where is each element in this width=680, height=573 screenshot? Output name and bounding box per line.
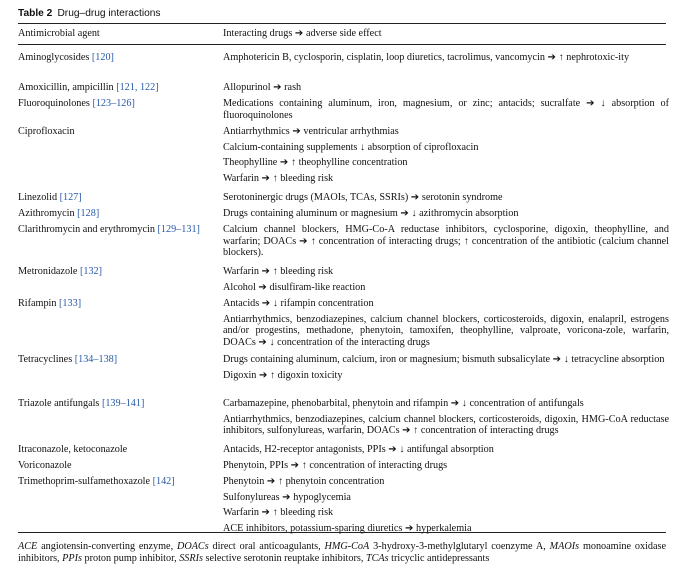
- agent-cell: [18, 82, 220, 94]
- effect-cell: [223, 444, 669, 456]
- agent-name: Rifampin: [18, 298, 57, 309]
- abbreviation: HMG-CoA: [324, 541, 370, 552]
- interaction-entry: Calcium channel blockers, HMG-Co-A reductase inhibitors, cyclosporine, digoxin, theophylline, and warfarin; DOACs ➔ ↑ concentration of interacting drugs; ↑ concentration of the antibiotic (calcium channel blockers).: [223, 224, 669, 259]
- agent-name: Fluoroquinolones: [18, 98, 90, 109]
- interaction-entry: Drugs containing aluminum, calcium, iron or magnesium; bismuth subsalicylate ➔ ↓ tetracycline absorption: [223, 354, 665, 365]
- interaction-entry: Serotoninergic drugs (MAOIs, TCAs, SSRIs) ➔ serotonin syndrome: [223, 192, 503, 203]
- top-rule: [18, 23, 666, 24]
- reference-link[interactable]: [127]: [59, 192, 82, 203]
- reference-link[interactable]: [123–126]: [92, 98, 135, 109]
- interaction-entry: Sulfonylureas ➔ hypoglycemia: [223, 491, 351, 503]
- reference-link[interactable]: [128]: [77, 208, 100, 219]
- effect-cell: [223, 398, 669, 437]
- abbreviation: ACE: [18, 541, 38, 552]
- effect-cell: [223, 192, 669, 204]
- interaction-entry: Warfarin ➔ ↑ bleeding risk: [223, 172, 334, 184]
- table-label: Table 2: [18, 8, 53, 19]
- interaction-entry: Allopurinol ➔ rash: [223, 82, 302, 93]
- reference-link[interactable]: [121, 122]: [116, 82, 159, 93]
- header-rule: [18, 44, 666, 45]
- agent-cell: [18, 98, 220, 110]
- effect-cell: [223, 354, 669, 381]
- abbreviation: TCAs: [365, 553, 389, 565]
- agent-name: Clarithromycin and erythromycin: [18, 224, 155, 235]
- table-footnote: [18, 541, 666, 566]
- abbreviation-definition: direct oral anticoagulants,: [212, 541, 321, 552]
- agent-name: Metronidazole: [18, 266, 78, 277]
- header-agent: Antimicrobial agent: [18, 28, 100, 39]
- interaction-entry: Antiarrhythmics, benzodiazepines, calcium channel blockers, corticosteroids, digoxin, HMG-CoA reductase inhibitors, sulfonylureas, warfarin, DOACs ➔ ↑ concentration of interacting drugs: [223, 413, 669, 437]
- interaction-entry: Warfarin ➔ ↑ bleeding risk: [223, 507, 334, 519]
- effect-cell: [223, 224, 669, 259]
- interaction-entry: Carbamazepine, phenobarbital, phenytoin and rifampin ➔ ↓ concentration of antifungals: [223, 398, 584, 409]
- abbreviation-definition: 3-hydroxy-3-methylglutaryl coenzyme A,: [373, 541, 546, 552]
- reference-link[interactable]: [132]: [79, 266, 103, 277]
- effect-cell: [223, 82, 669, 94]
- abbreviation-definition: proton pump inhibitor,: [84, 553, 177, 565]
- effect-cell: [223, 98, 669, 121]
- reference-link[interactable]: [129–131]: [157, 224, 200, 235]
- reference-link[interactable]: [142]: [152, 476, 175, 487]
- agent-name: Linezolid: [18, 192, 58, 203]
- agent-cell: [18, 460, 220, 472]
- abbreviation: SSRIs: [179, 553, 203, 565]
- interaction-entry: Antiarrhythmics, benzodiazepines, calcium channel blockers, corticosteroids, digoxin, enalapril, estrogens and/or progestins, methadone, phenytoin, tamoxifen, theophylline, valproate, voricona-zole, warfarin, DOACs ➔ ↓ concentration of the interacting drugs: [223, 313, 669, 348]
- interaction-entry: Warfarin ➔ ↑ bleeding risk: [223, 266, 334, 277]
- agent-name: Voriconazole: [18, 460, 72, 471]
- interaction-entry: ACE inhibitors, potassium-sparing diuretics ➔ hyperkalemia: [223, 522, 472, 534]
- agent-cell: [18, 354, 220, 366]
- abbreviation-definition: monoamine oxidase inhibitors,: [18, 541, 667, 565]
- agent-name: Tetracyclines: [18, 354, 73, 365]
- abbreviation-definition: angiotensin-converting enzyme,: [41, 541, 174, 552]
- abbreviation: MAOIs: [549, 541, 580, 552]
- abbreviation-definition: selective serotonin reuptake inhibitors,: [205, 553, 364, 565]
- bottom-rule: [18, 532, 666, 533]
- agent-cell: [18, 476, 220, 488]
- agent-cell: [18, 266, 220, 278]
- agent-name: Ciprofloxacin: [18, 126, 75, 137]
- interaction-entry: Digoxin ➔ ↑ digoxin toxicity: [223, 369, 343, 381]
- agent-name: Triazole antifungals: [18, 398, 100, 409]
- abbreviation-definition: tricyclic antidepressants: [391, 553, 490, 565]
- agent-cell: [18, 126, 220, 138]
- effect-cell: [223, 52, 669, 64]
- effect-cell: [223, 208, 669, 220]
- agent-name: Amoxicillin, ampicillin: [18, 82, 114, 93]
- interaction-entry: Antiarrhythmics ➔ ventricular arrhythmias: [223, 126, 399, 137]
- interaction-entry: Phenytoin, PPIs ➔ ↑ concentration of interacting drugs: [223, 460, 448, 471]
- agent-cell: [18, 444, 220, 456]
- effect-cell: [223, 266, 669, 293]
- agent-cell: [18, 298, 220, 310]
- interaction-entry: Drugs containing aluminum or magnesium ➔ ↓ azithromycin absorption: [223, 208, 519, 219]
- interaction-entry: Calcium-containing supplements ↓ absorption of ciprofloxacin: [223, 141, 479, 153]
- table-title: Drug–drug interactions: [57, 8, 161, 19]
- effect-cell: [223, 298, 669, 348]
- header-effect: Interacting drugs ➔ adverse side effect: [223, 28, 382, 39]
- agent-cell: [18, 398, 220, 410]
- reference-link[interactable]: [134–138]: [74, 354, 118, 365]
- interaction-entry: Alcohol ➔ disulfiram-like reaction: [223, 281, 366, 293]
- agent-name: Aminoglycosides: [18, 52, 90, 63]
- reference-link[interactable]: [133]: [59, 298, 82, 309]
- interaction-entry: Antacids ➔ ↓ rifampin concentration: [223, 298, 374, 309]
- agent-name: Trimethoprim-sulfamethoxazole: [18, 476, 151, 487]
- interaction-entry: Phenytoin ➔ ↑ phenytoin concentration: [223, 476, 385, 487]
- agent-cell: [18, 192, 220, 204]
- table-caption: [18, 7, 161, 20]
- interaction-entry: Theophylline ➔ ↑ theophylline concentration: [223, 157, 408, 169]
- reference-link[interactable]: [139–141]: [101, 398, 145, 409]
- abbreviation: DOACs: [176, 541, 209, 552]
- effect-cell: [223, 476, 669, 534]
- agent-cell: [18, 208, 220, 220]
- interaction-entry: Amphotericin B, cyclosporin, cisplatin, loop diuretics, tacrolimus, vancomycin ➔ ↑ nephrotoxic-ity: [223, 52, 630, 63]
- abbreviation: PPIs: [62, 553, 82, 565]
- agent-name: Azithromycin: [18, 208, 75, 219]
- agent-cell: [18, 52, 220, 64]
- effect-cell: [223, 460, 669, 472]
- effect-cell: [223, 126, 669, 184]
- agent-cell: [18, 224, 220, 236]
- reference-link[interactable]: [120]: [91, 52, 114, 63]
- interaction-entry: Antacids, H2-receptor antagonists, PPIs ➔ ↓ antifungal absorption: [223, 444, 494, 455]
- interaction-entry: Medications containing aluminum, iron, magnesium, or zinc; antacids; sucralfate ➔ ↓ absorption of fluoroquinolones: [223, 98, 669, 121]
- agent-name: Itraconazole, ketoconazole: [18, 444, 128, 455]
